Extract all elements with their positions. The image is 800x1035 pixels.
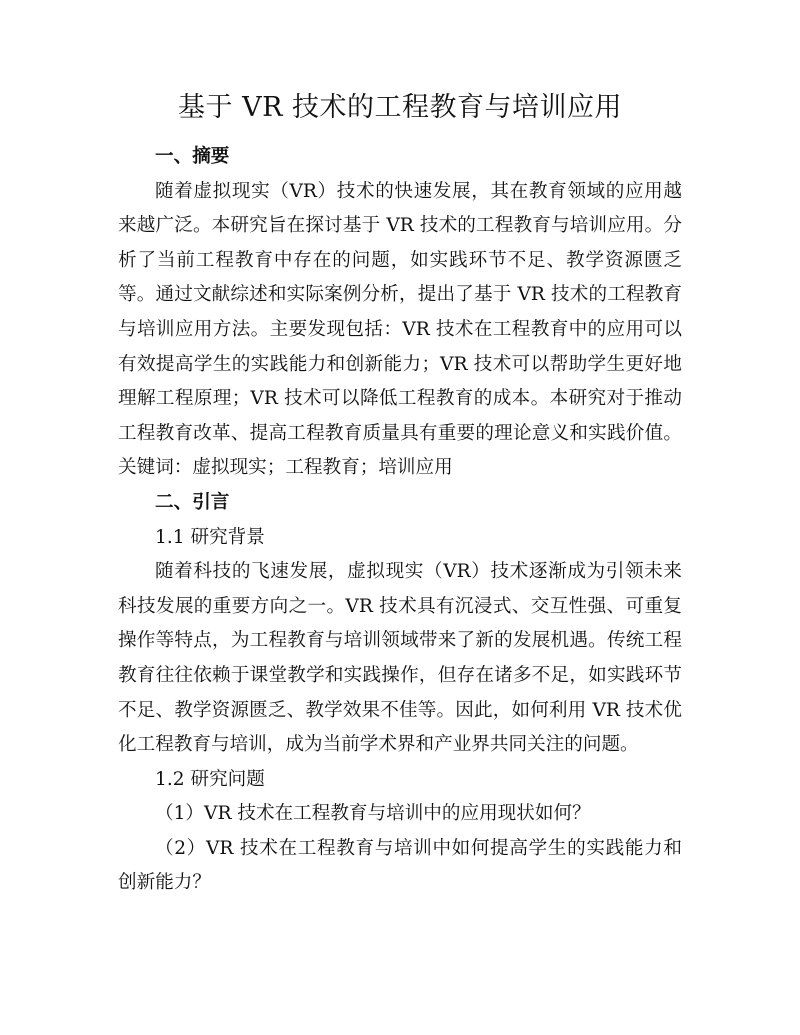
document-title: 基于 VR 技术的工程教育与培训应用 <box>178 92 622 123</box>
subsection-heading-questions: 1.2 研究问题 <box>155 768 265 790</box>
subsection-heading-background: 1.1 研究背景 <box>155 526 265 548</box>
research-question-1: （1）VR 技术在工程教育与培训中的应用现状如何？ <box>155 803 591 825</box>
research-question-2: （2）VR 技术在工程教育与培训中如何提高学生的实践能力和创新能力？ <box>118 837 682 894</box>
background-paragraph: 随着科技的飞速发展，虚拟现实（VR）技术逐渐成为引领未来科技发展的重要方向之一。VR 技术具有沉浸式、交互性强、可重复操作等特点，为工程教育与培训领域带来了新的发展机遇。传统工程教育往往依赖于课堂教学和实践操作，但存在诸多不足，如实践环节不足、教学资源匮乏、教学效果不佳等。因此，如何利用 VR 技术优化工程教育与培训，成为当前学术界和产业界共同关注的问题。 <box>118 561 682 756</box>
abstract-paragraph: 随着虚拟现实（VR）技术的快速发展，其在教育领域的应用越来越广泛。本研究旨在探讨基于 VR 技术的工程教育与培训应用。分析了当前工程教育中存在的问题，如实践环节不足、教学资源匮乏等。通过文献综述和实际案例分析，提出了基于 VR 技术的工程教育与培训应用方法。主要发现包括：VR 技术在工程教育中的应用可以有效提高学生的实践能力和创新能力；VR 技术可以帮助学生更好地理解工程原理；VR 技术可以降低工程教育的成本。本研究对于推动工程教育改革、提高工程教育质量具有重要的理论意义和实践价值。关键词：虚拟现实；工程教育；培训应用 <box>118 180 682 479</box>
section-heading-introduction: 二、引言 <box>155 491 230 513</box>
section-heading-abstract: 一、摘要 <box>155 146 230 167</box>
